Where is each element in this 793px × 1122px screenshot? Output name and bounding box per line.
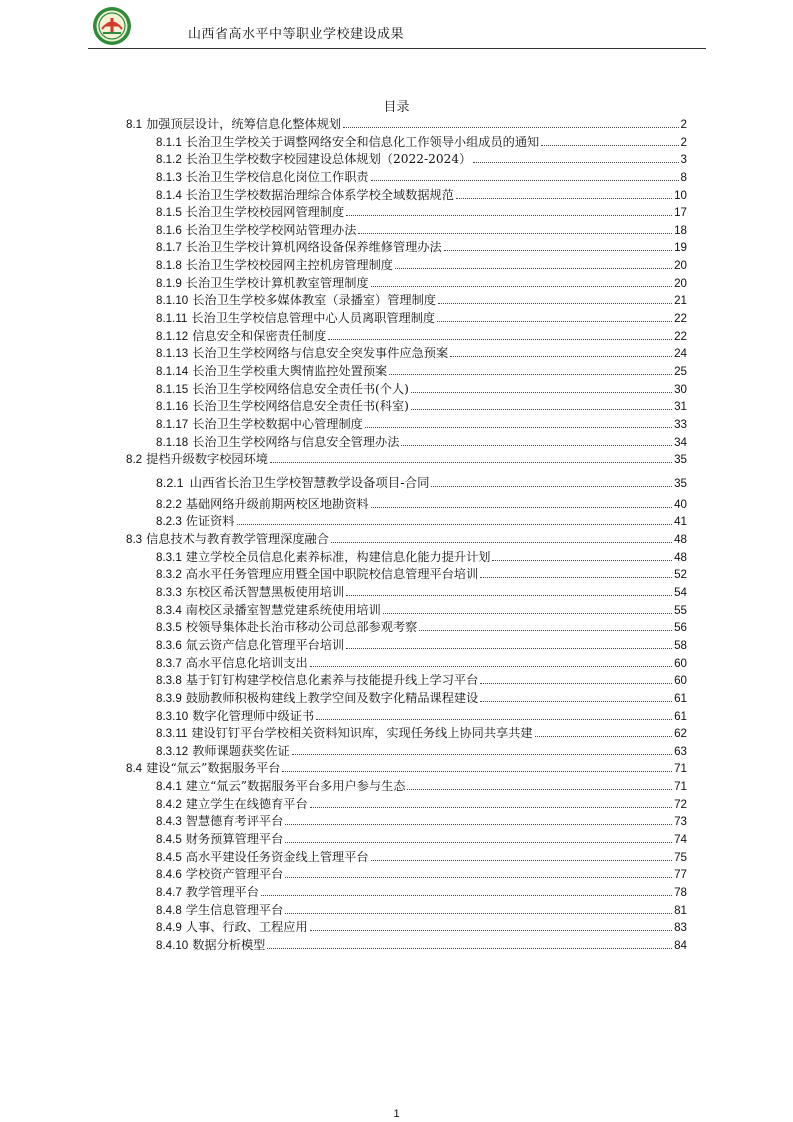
toc-dot-leader <box>541 145 678 146</box>
toc-entry-page: 48 <box>674 533 687 547</box>
toc-dot-leader <box>492 560 672 561</box>
toc-dot-leader <box>285 913 672 914</box>
toc-dot-leader <box>535 736 672 737</box>
toc-entry[interactable] <box>126 310 687 328</box>
toc-entry-number: 8.1.3 <box>156 170 182 184</box>
toc-entry-title: 长治卫生学校网络与信息安全管理办法 <box>192 434 400 449</box>
toc-entry-number: 8.1.4 <box>156 188 182 202</box>
toc-entry-page: 71 <box>674 780 687 794</box>
toc-entry-page: 78 <box>674 885 687 899</box>
toc-entry-number: 8.3.10 <box>156 709 189 723</box>
toc-entry-title: 学校资产管理平台 <box>185 867 284 882</box>
toc-entry-number: 8.3.3 <box>156 586 182 600</box>
toc-entry-number: 8.4 <box>126 762 143 776</box>
toc-entry[interactable] <box>126 257 687 275</box>
toc-entry[interactable] <box>126 345 687 363</box>
toc-entry-title: 长治卫生学校数据治理综合体系学校全域数据规范 <box>185 187 454 202</box>
toc-entry[interactable] <box>126 381 687 399</box>
toc-entry-page: 40 <box>674 497 687 511</box>
toc-entry[interactable] <box>126 884 687 902</box>
toc-entry[interactable] <box>126 778 687 796</box>
toc-entry-number: 8.4.2 <box>156 797 182 811</box>
toc-entry-page: 10 <box>674 188 687 202</box>
toc-entry-page: 84 <box>674 938 687 952</box>
toc-entry-title: 建立学生在线德育平台 <box>185 796 308 811</box>
toc-entry-number: 8.1.18 <box>156 435 189 449</box>
page-number: 1 <box>393 1108 400 1120</box>
toc-entry-page: 77 <box>674 868 687 882</box>
toc-entry-number: 8.1.8 <box>156 259 182 273</box>
toc-entry-title: 长治卫生学校网络信息安全责任书(科室) <box>192 399 409 414</box>
toc-entry-title: 长治卫生学校校园网管理制度 <box>185 205 345 220</box>
toc-entry-page: 30 <box>674 382 687 396</box>
toc-entry-number: 8.1.5 <box>156 206 182 220</box>
toc-entry-title: 教学管理平台 <box>185 884 259 899</box>
toc-entry-title: 信息技术与教育教学管理深度融合 <box>146 532 329 547</box>
toc-entry[interactable] <box>126 469 687 496</box>
toc-entry-page: 33 <box>674 417 687 431</box>
toc-entry-number: 8.1.1 <box>156 135 182 149</box>
toc-dot-leader <box>331 542 672 543</box>
table-of-contents <box>126 116 687 954</box>
toc-entry-title: 长治卫生学校数据中心管理制度 <box>192 416 363 431</box>
toc-entry[interactable] <box>126 566 687 584</box>
toc-entry-number: 8.1.11 <box>156 312 188 326</box>
toc-entry-number: 8.1.15 <box>156 382 189 396</box>
toc-entry-number: 8.4.3 <box>156 815 182 829</box>
toc-entry-title: 高水平建设任务资金线上管理平台 <box>185 849 369 864</box>
toc-entry-title: 长治卫生学校数字校园建设总体规划（2022-2024） <box>185 152 472 167</box>
toc-entry-page: 18 <box>674 223 687 237</box>
toc-entry[interactable] <box>126 866 687 884</box>
toc-entry-title: 长治卫生学校校园网主控机房管理制度 <box>185 258 393 273</box>
toc-entry-title: 长治卫生学校关于调整网络安全和信息化工作领导小组成员的通知 <box>185 134 540 149</box>
toc-dot-leader <box>383 613 672 614</box>
toc-entry-page: 22 <box>674 312 687 326</box>
toc-entry-number: 8.3.8 <box>156 674 182 688</box>
toc-dot-leader <box>407 789 672 790</box>
toc-entry-number: 8.1.10 <box>156 294 189 308</box>
toc-entry-title: 建立学校全员信息化素养标准，构建信息化能力提升计划 <box>185 549 491 564</box>
toc-entry-number: 8.4.1 <box>156 780 182 794</box>
toc-entry-number: 8.2.1 <box>156 475 184 490</box>
toc-entry-number: 8.2.2 <box>156 497 182 511</box>
toc-entry-title: 财务预算管理平台 <box>185 831 284 846</box>
toc-entry-title: 基础网络升级前期两校区地勘资料 <box>185 496 369 511</box>
toc-entry-title: 长治卫生学校重大舆情监控处置预案 <box>192 363 388 378</box>
toc-entry-title: 东校区希沃智慧黑板使用培训 <box>185 585 345 600</box>
toc-entry[interactable] <box>126 513 687 531</box>
toc-dot-leader <box>371 180 679 181</box>
toc-dot-leader <box>419 630 672 631</box>
toc-dot-leader <box>358 233 672 234</box>
toc-entry[interactable] <box>126 451 687 469</box>
toc-dot-leader <box>431 486 672 487</box>
school-emblem-icon <box>92 6 132 46</box>
toc-entry[interactable] <box>126 637 687 655</box>
toc-entry-number: 8.3 <box>126 533 143 547</box>
toc-entry-title: 氚云资产信息化管理平台培训 <box>185 637 345 652</box>
toc-entry-number: 8.1.9 <box>156 276 182 290</box>
toc-entry-title: 建设“氚云”数据服务平台 <box>146 761 281 776</box>
toc-entry-number: 8.4.10 <box>156 938 189 952</box>
toc-dot-leader <box>282 771 672 772</box>
toc-dot-leader <box>270 462 672 463</box>
toc-entry[interactable] <box>126 363 687 381</box>
toc-entry-number: 8.3.5 <box>156 621 182 635</box>
toc-entry-title: 鼓励教师积极构建线上教学空间及数字化精品课程建设 <box>185 690 479 705</box>
toc-entry-number: 8.1.7 <box>156 241 182 255</box>
toc-entry-number: 8.3.7 <box>156 656 182 670</box>
toc-entry[interactable] <box>126 902 687 920</box>
toc-dot-leader <box>267 948 672 949</box>
toc-entry-number: 8.1.13 <box>156 347 189 361</box>
toc-entry[interactable] <box>126 134 687 152</box>
toc-dot-leader <box>346 595 672 596</box>
toc-entry-title: 长治卫生学校网络信息安全责任书(个人) <box>192 381 409 396</box>
toc-entry-title: 长治卫生学校计算机网络设备保养维修管理办法 <box>185 240 442 255</box>
toc-entry[interactable] <box>126 222 687 240</box>
toc-entry-page: 22 <box>674 329 687 343</box>
toc-dot-leader <box>343 127 678 128</box>
toc-dot-leader <box>437 321 672 322</box>
toc-entry[interactable] <box>126 849 687 867</box>
toc-dot-leader <box>346 215 672 216</box>
toc-title: 目录 <box>383 100 410 115</box>
toc-entry[interactable] <box>126 275 687 293</box>
toc-entry-page: 3 <box>680 153 687 167</box>
toc-entry[interactable] <box>126 937 687 955</box>
toc-entry-number: 8.3.11 <box>156 727 188 741</box>
toc-dot-leader <box>285 877 672 878</box>
toc-dot-leader <box>395 268 672 269</box>
toc-entry-title: 教师课题获奖佐证 <box>192 743 290 758</box>
toc-dot-leader <box>328 339 672 340</box>
toc-dot-leader <box>444 250 672 251</box>
toc-entry-title: 高水平信息化培训支出 <box>185 655 308 670</box>
toc-entry[interactable] <box>126 743 687 761</box>
toc-dot-leader <box>473 162 678 163</box>
toc-entry[interactable] <box>126 116 687 134</box>
toc-entry-page: 83 <box>674 921 687 935</box>
toc-entry-page: 55 <box>674 603 687 617</box>
toc-entry-page: 24 <box>674 347 687 361</box>
toc-entry-number: 8.4.5 <box>156 832 182 846</box>
toc-entry-page: 62 <box>674 727 687 741</box>
toc-entry-title: 数字化管理师中级证书 <box>192 708 315 723</box>
toc-entry-title: 南校区录播室智慧党建系统使用培训 <box>185 602 381 617</box>
header-title: 山西省高水平中等职业学校建设成果 <box>188 27 405 42</box>
toc-entry[interactable] <box>126 672 687 690</box>
toc-entry-title: 长治卫生学校信息化岗位工作职责 <box>185 169 369 184</box>
toc-entry-number: 8.3.12 <box>156 744 189 758</box>
toc-entry-page: 73 <box>674 815 687 829</box>
header-divider <box>88 48 706 49</box>
toc-dot-leader <box>371 286 672 287</box>
toc-entry[interactable] <box>126 292 687 310</box>
toc-entry-number: 8.1.14 <box>156 364 189 378</box>
toc-entry-title: 数据分析模型 <box>192 937 266 952</box>
toc-entry[interactable] <box>126 919 687 937</box>
toc-dot-leader <box>261 895 672 896</box>
toc-entry-page: 25 <box>674 364 687 378</box>
toc-entry-page: 31 <box>674 400 687 414</box>
toc-entry-title: 长治卫生学校学校网站管理办法 <box>185 222 357 237</box>
toc-entry-number: 8.1.12 <box>156 329 189 343</box>
toc-dot-leader <box>365 427 672 428</box>
toc-entry[interactable] <box>126 398 687 416</box>
toc-entry-number: 8.3.4 <box>156 603 182 617</box>
toc-entry[interactable] <box>126 831 687 849</box>
toc-entry-number: 8.3.1 <box>156 550 182 564</box>
toc-entry-page: 17 <box>674 206 687 220</box>
toc-entry-page: 58 <box>674 638 687 652</box>
toc-dot-leader <box>285 842 672 843</box>
toc-entry-page: 52 <box>674 568 687 582</box>
toc-entry-number: 8.2.3 <box>156 515 182 529</box>
toc-entry-page: 35 <box>674 476 687 490</box>
toc-entry[interactable] <box>126 690 687 708</box>
toc-entry[interactable] <box>126 584 687 602</box>
toc-entry-page: 54 <box>674 586 687 600</box>
toc-entry-page: 71 <box>674 762 687 776</box>
toc-entry-title: 长治卫生学校计算机教室管理制度 <box>185 275 369 290</box>
toc-entry-title: 校领导集体赴长治市移动公司总部参观考察 <box>185 620 418 635</box>
toc-entry-page: 20 <box>674 259 687 273</box>
toc-entry-number: 8.4.7 <box>156 885 182 899</box>
toc-entry-number: 8.3.6 <box>156 638 182 652</box>
toc-entry-page: 41 <box>674 515 687 529</box>
toc-entry-title: 山西省长治卫生学校智慧教学设备项目-合同 <box>189 474 430 490</box>
toc-entry-number: 8.1.6 <box>156 223 182 237</box>
toc-entry-number: 8.4.5 <box>156 850 182 864</box>
toc-entry[interactable] <box>126 531 687 549</box>
toc-dot-leader <box>411 409 672 410</box>
toc-entry-number: 8.4.6 <box>156 868 182 882</box>
toc-entry-page: 56 <box>674 621 687 635</box>
toc-dot-leader <box>316 719 672 720</box>
toc-entry-title: 高水平任务管理应用暨全国中职院校信息管理平台培训 <box>185 567 479 582</box>
toc-entry-number: 8.2 <box>126 453 143 467</box>
toc-entry-page: 72 <box>674 797 687 811</box>
toc-dot-leader <box>480 701 672 702</box>
toc-entry[interactable] <box>126 708 687 726</box>
toc-entry-title: 智慧德育考评平台 <box>185 814 284 829</box>
toc-entry[interactable] <box>126 796 687 814</box>
toc-entry-number: 8.1.16 <box>156 400 189 414</box>
toc-dot-leader <box>371 860 672 861</box>
toc-entry-page: 60 <box>674 656 687 670</box>
toc-entry-title: 建设钉钉平台学校相关资料知识库，实现任务线上协同共享共建 <box>191 726 533 741</box>
toc-dot-leader <box>411 392 672 393</box>
toc-entry-number: 8.3.2 <box>156 568 182 582</box>
toc-entry[interactable] <box>126 549 687 567</box>
toc-entry-page: 74 <box>674 832 687 846</box>
toc-entry[interactable] <box>126 619 687 637</box>
toc-dot-leader <box>438 303 672 304</box>
toc-entry-page: 75 <box>674 850 687 864</box>
toc-entry[interactable] <box>126 204 687 222</box>
toc-dot-leader <box>450 356 672 357</box>
toc-entry-page: 2 <box>680 118 687 131</box>
toc-entry-page: 60 <box>674 674 687 688</box>
toc-entry[interactable] <box>126 725 687 743</box>
toc-entry[interactable] <box>126 328 687 346</box>
toc-entry-page: 8 <box>680 170 687 184</box>
toc-entry-page: 20 <box>674 276 687 290</box>
toc-entry-title: 加强顶层设计，统筹信息化整体规划 <box>146 117 342 131</box>
toc-entry-page: 61 <box>674 709 687 723</box>
toc-entry-page: 63 <box>674 744 687 758</box>
toc-entry-title: 学生信息管理平台 <box>185 902 284 917</box>
toc-entry-page: 34 <box>674 435 687 449</box>
toc-entry-title: 佐证资料 <box>185 514 235 529</box>
toc-entry-title: 信息安全和保密责任制度 <box>192 328 327 343</box>
toc-entry-title: 基于钉钉构建学校信息化素养与技能提升线上学习平台 <box>185 673 479 688</box>
toc-entry-page: 35 <box>674 453 687 467</box>
toc-entry[interactable] <box>126 496 687 514</box>
toc-entry[interactable] <box>126 760 687 778</box>
toc-entry[interactable] <box>126 813 687 831</box>
toc-entry[interactable] <box>126 187 687 205</box>
toc-entry-page: 21 <box>674 294 687 308</box>
toc-dot-leader <box>401 445 672 446</box>
toc-entry-number: 8.1.2 <box>156 153 182 167</box>
toc-entry[interactable] <box>126 416 687 434</box>
toc-dot-leader <box>285 824 672 825</box>
toc-dot-leader <box>371 507 672 508</box>
toc-entry-number: 8.4.8 <box>156 903 182 917</box>
toc-dot-leader <box>310 930 672 931</box>
page-header <box>88 6 708 52</box>
toc-entry-title: 长治卫生学校网络与信息安全突发事件应急预案 <box>192 346 449 361</box>
toc-entry-number: 8.3.9 <box>156 691 182 705</box>
toc-entry-number: 8.1 <box>126 118 143 131</box>
toc-dot-leader <box>480 683 672 684</box>
toc-entry-title: 提档升级数字校园环境 <box>146 452 268 467</box>
toc-entry[interactable] <box>126 655 687 673</box>
toc-dot-leader <box>310 666 672 667</box>
toc-entry-title: 长治卫生学校多媒体教室（录播室）管理制度 <box>192 293 436 308</box>
toc-entry-number: 8.1.17 <box>156 417 189 431</box>
toc-entry[interactable] <box>126 151 687 169</box>
toc-entry-number: 8.4.9 <box>156 921 182 935</box>
toc-dot-leader <box>237 524 673 525</box>
toc-entry[interactable] <box>126 169 687 187</box>
toc-entry[interactable] <box>126 602 687 620</box>
toc-entry[interactable] <box>126 434 687 452</box>
toc-dot-leader <box>480 577 672 578</box>
toc-entry-page: 61 <box>674 691 687 705</box>
toc-entry-page: 81 <box>674 903 687 917</box>
toc-entry-title: 建立“氚云”数据服务平台多用户参与生态 <box>185 779 406 794</box>
toc-dot-leader <box>292 754 672 755</box>
toc-dot-leader <box>346 648 672 649</box>
toc-entry-title: 人事、行政、工程应用 <box>185 920 308 935</box>
toc-entry-title: 长治卫生学校信息管理中心人员离职管理制度 <box>191 311 436 326</box>
toc-dot-leader <box>456 198 672 199</box>
toc-entry-page: 48 <box>674 550 687 564</box>
toc-dot-leader <box>310 807 672 808</box>
toc-dot-leader <box>389 374 672 375</box>
toc-entry-page: 2 <box>680 135 687 149</box>
toc-entry-page: 19 <box>674 241 687 255</box>
toc-entry[interactable] <box>126 239 687 257</box>
